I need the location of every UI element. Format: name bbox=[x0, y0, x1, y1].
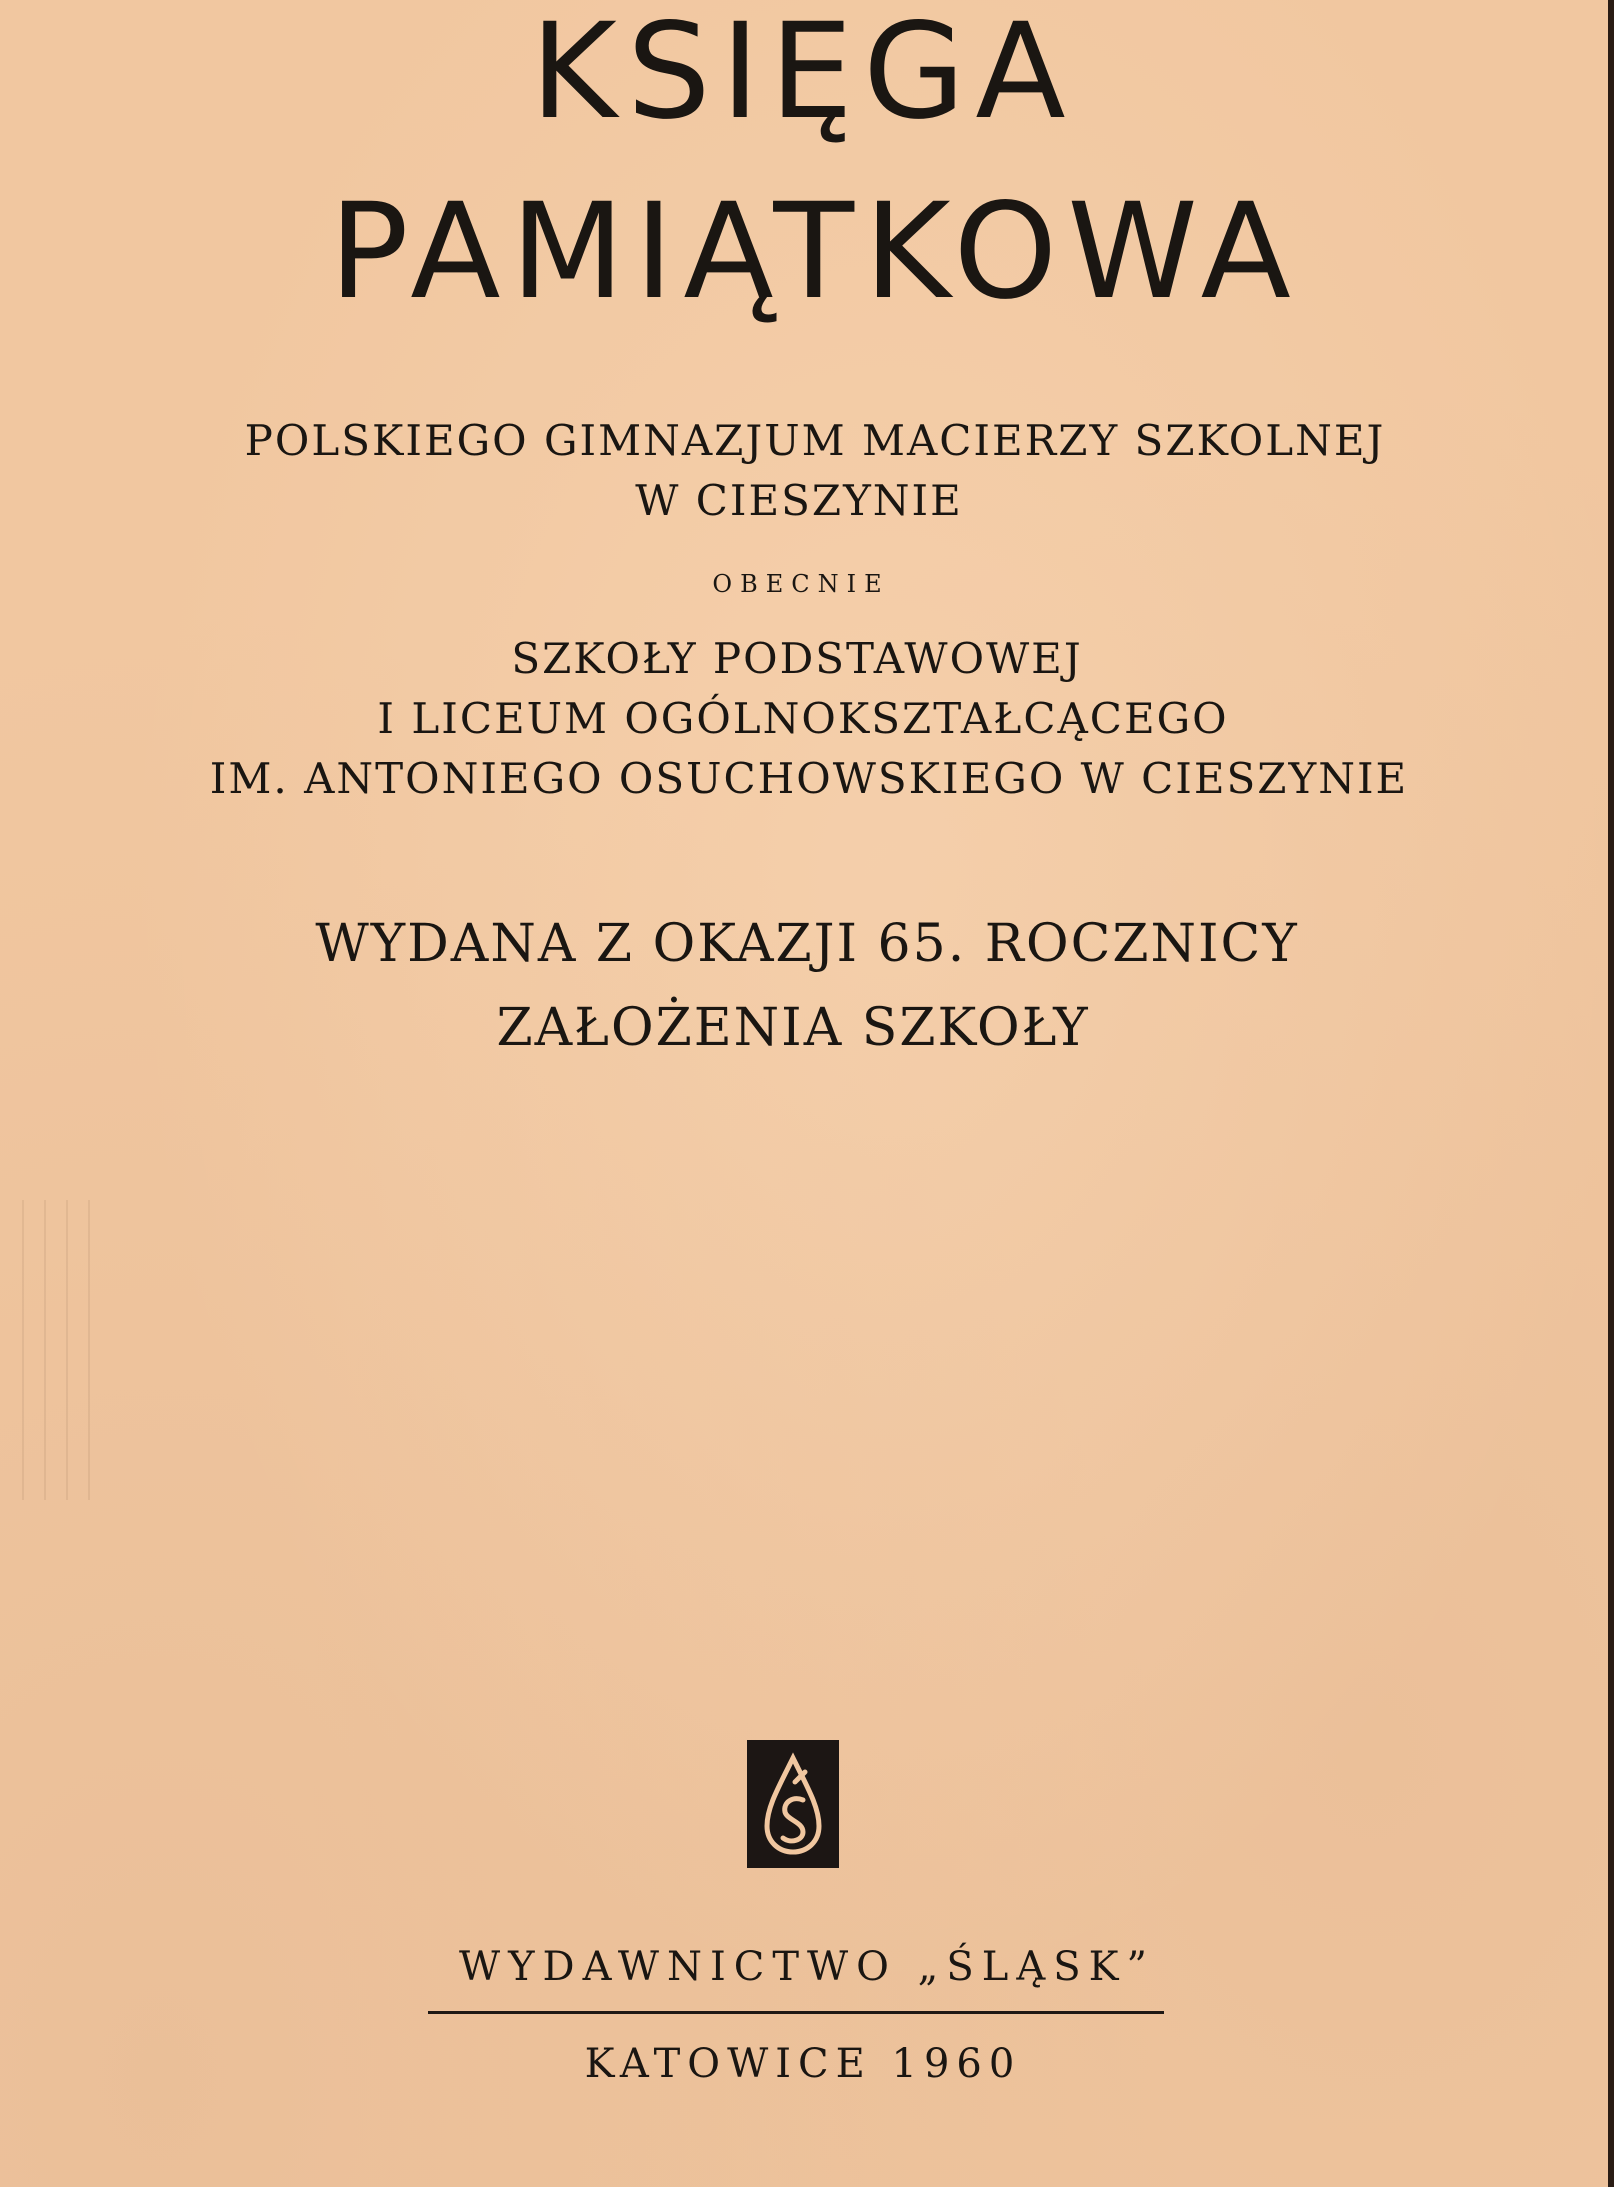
connector-word: OBECNIE bbox=[712, 570, 890, 598]
occasion-line-2: ZAŁOŻENIA SZKOŁY bbox=[496, 998, 1090, 1058]
book-title-line-1: KSIĘGA bbox=[530, 0, 1076, 149]
publisher-mark-icon bbox=[747, 1740, 839, 1868]
current-school-line-3: IM. ANTONIEGO OSUCHOWSKIEGO W CIESZYNIE bbox=[209, 754, 1409, 803]
divider-rule bbox=[428, 2011, 1164, 2014]
school-name-line-2: W CIESZYNIE bbox=[635, 476, 963, 525]
page-edge bbox=[1608, 0, 1614, 2187]
imprint-place-year: KATOWICE 1960 bbox=[584, 2041, 1022, 2087]
current-school-line-2: I LICEUM OGÓLNOKSZTAŁCĄCEGO bbox=[377, 694, 1229, 743]
occasion-line-1: WYDANA Z OKAZJI 65. ROCZNICY bbox=[315, 914, 1299, 974]
publisher-name: WYDAWNICTWO „ŚLĄSK” bbox=[459, 1944, 1155, 1990]
paper-texture bbox=[22, 1200, 102, 1500]
school-name-line-1: POLSKIEGO GIMNAZJUM MACIERZY SZKOLNEJ bbox=[244, 416, 1386, 465]
current-school-line-1: SZKOŁY PODSTAWOWEJ bbox=[511, 634, 1083, 683]
book-title-line-2: PAMIĄTKOWA bbox=[329, 175, 1301, 329]
